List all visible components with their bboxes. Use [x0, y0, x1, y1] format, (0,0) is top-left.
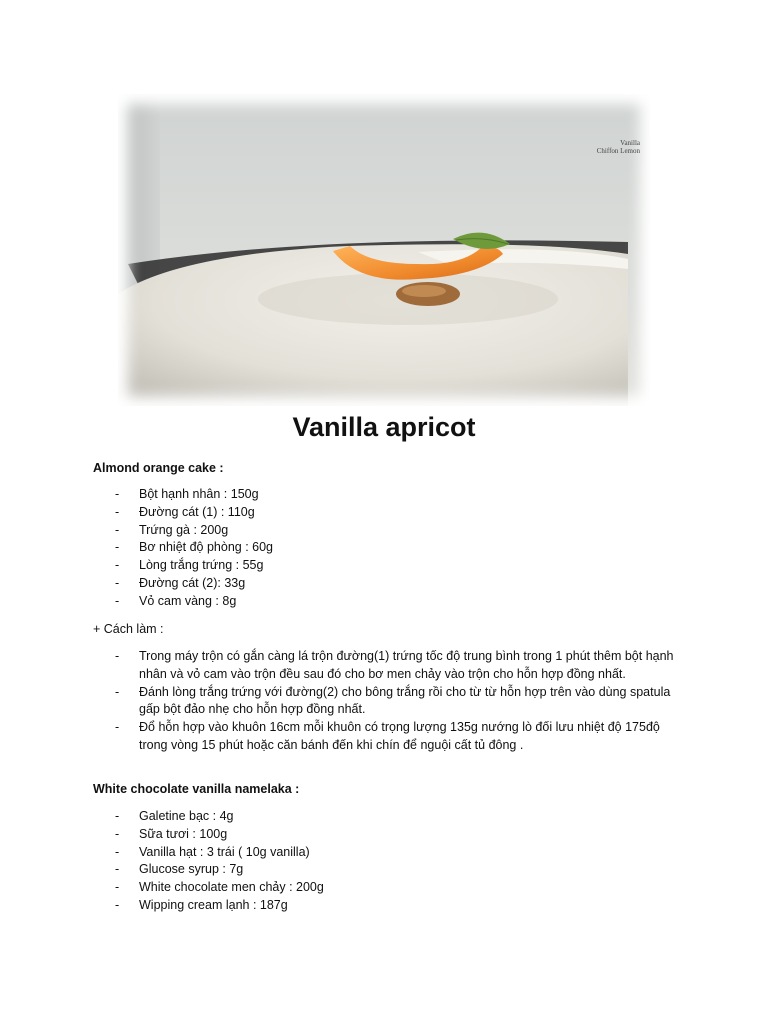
ingredient-item: - Đường cát (2): 33g [93, 575, 683, 593]
method-steps-list [93, 648, 683, 755]
method-step: - Đổ hỗn hợp vào khuôn 16cm mỗi khuôn có trọng lượng 135g nướng lò đối lưu nhiệt độ 175độ trong vòng 15 phút hoặc căn bánh đến khi chín để nguội cất tủ đông . [93, 719, 683, 755]
method-step: - Đánh lòng trắng trứng với đường(2) cho bông trắng rồi cho từ từ hỗn hợp trên vào dùng spatula gấp bột đảo nhẹ cho hỗn hợp đồng nhất. [93, 684, 683, 720]
photo-caption-line1: Vanilla [620, 139, 640, 147]
ingredient-item: - Wipping cream lạnh : 187g [93, 897, 683, 915]
section-heading-white-chocolate-namelaka: White chocolate vanilla namelaka : [93, 782, 300, 796]
ingredient-list-almond-orange-cake [93, 486, 683, 611]
ingredient-list-namelaka [93, 808, 683, 915]
photo-caption [597, 139, 640, 155]
cake-photo [118, 94, 650, 406]
ingredient-item: - White chocolate men chảy : 200g [93, 879, 683, 897]
ingredient-item: - Vanilla hạt : 3 trái ( 10g vanilla) [93, 844, 683, 862]
method-step: - Trong máy trộn có gắn càng lá trộn đường(1) trứng tốc độ trung bình trong 1 phút thêm bột hạnh nhân và vỏ cam vào trộn đều sau đó cho bơ men chảy vào trộn cho hỗn hợp đồng nhất. [93, 648, 683, 684]
ingredient-item: - Galetine bạc : 4g [93, 808, 683, 826]
page-title: Vanilla apricot [292, 412, 476, 442]
ingredient-item: - Lòng trắng trứng : 55g [93, 557, 683, 575]
ingredient-item: - Trứng gà : 200g [93, 522, 683, 540]
ingredient-item: - Glucose syrup : 7g [93, 861, 683, 879]
ingredient-item: - Đường cát (1) : 110g [93, 504, 683, 522]
ingredient-item: - Bơ nhiệt độ phòng : 60g [93, 539, 683, 557]
ingredient-item: - Sữa tươi : 100g [93, 826, 683, 844]
method-heading: + Cách làm : [93, 622, 164, 636]
cake-photo-illustration [118, 94, 650, 406]
ingredient-item: - Bột hạnh nhân : 150g [93, 486, 683, 504]
photo-caption-line2: Chiffon Lemon [596, 147, 640, 155]
ingredient-item: - Vỏ cam vàng : 8g [93, 593, 683, 611]
section-heading-almond-orange-cake: Almond orange cake : [93, 461, 224, 475]
